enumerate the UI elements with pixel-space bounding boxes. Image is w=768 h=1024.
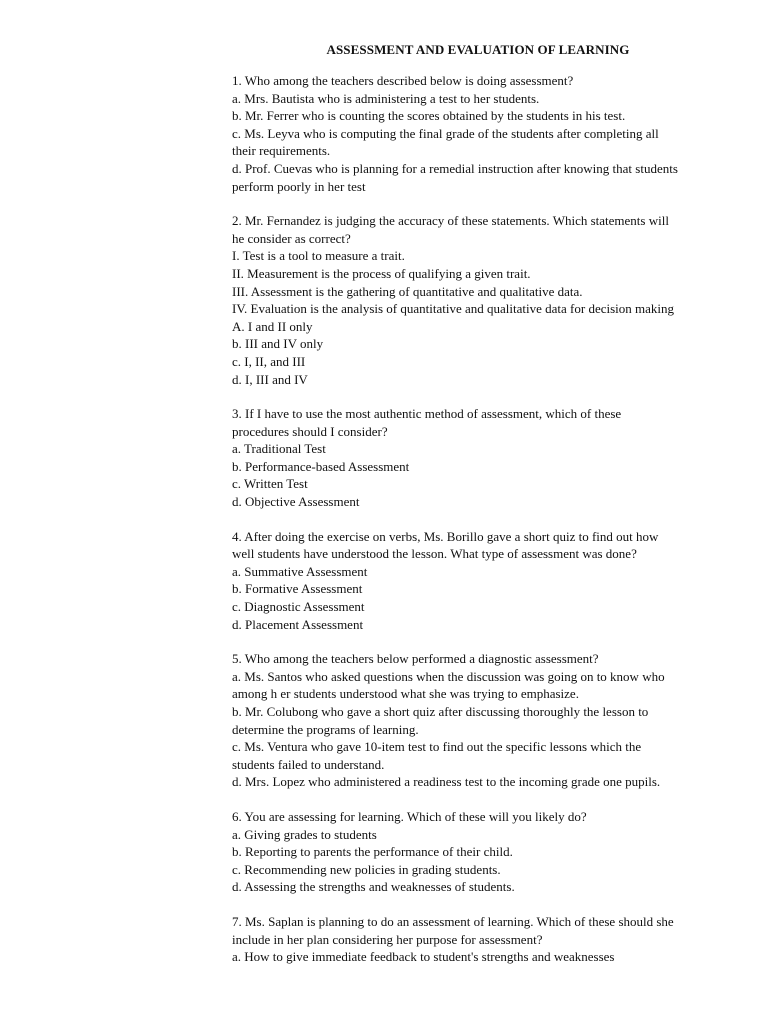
- question-line: students failed to understand.: [232, 756, 385, 772]
- question-line: c. Recommending new policies in grading students.: [232, 861, 501, 877]
- question-line: perform poorly in her test: [232, 178, 366, 194]
- question-1: [232, 72, 724, 195]
- question-3: [232, 405, 724, 511]
- question-line: c. Ms. Ventura who gave 10-item test to find out the specific lessons which the: [232, 739, 642, 755]
- question-2: [232, 212, 724, 388]
- question-line: b. Formative Assessment: [232, 581, 363, 597]
- question-line: include in her plan considering her purpose for assessment?: [232, 931, 543, 947]
- question-line: 5. Who among the teachers below performed a diagnostic assessment?: [232, 651, 599, 667]
- question-line: among h er students understood what she was trying to emphasize.: [232, 686, 579, 702]
- question-line: d. Prof. Cuevas who is planning for a remedial instruction after knowing that students: [232, 160, 678, 176]
- question-line: procedures should I consider?: [232, 423, 388, 439]
- question-line: c. Written Test: [232, 476, 308, 492]
- question-line: b. Reporting to parents the performance of their child.: [232, 844, 513, 860]
- question-line: 7. Ms. Saplan is planning to do an assessment of learning. Which of these should she: [232, 913, 674, 929]
- question-line: b. III and IV only: [232, 336, 324, 352]
- question-line: d. Placement Assessment: [232, 616, 364, 632]
- question-line: a. Mrs. Bautista who is administering a test to her students.: [232, 90, 540, 106]
- question-line: a. Giving grades to students: [232, 826, 377, 842]
- question-4: [232, 528, 724, 634]
- question-line: d. Objective Assessment: [232, 494, 360, 510]
- question-line: 2. Mr. Fernandez is judging the accuracy of these statements. Which statements will: [232, 213, 669, 229]
- question-line: 1. Who among the teachers described below is doing assessment?: [232, 73, 574, 88]
- document-page: [232, 42, 724, 983]
- question-line: d. Assessing the strengths and weaknesses of students.: [232, 879, 515, 895]
- question-line: c. Diagnostic Assessment: [232, 599, 365, 615]
- question-7: [232, 913, 724, 966]
- question-line: I. Test is a tool to measure a trait.: [232, 248, 405, 264]
- question-line: II. Measurement is the process of qualifying a given trait.: [232, 265, 531, 281]
- question-line: IV. Evaluation is the analysis of quantitative and qualitative data for decision making: [232, 301, 675, 317]
- question-line: d. I, III and IV: [232, 371, 308, 387]
- question-line: III. Assessment is the gathering of quantitative and qualitative data.: [232, 283, 583, 299]
- question-line: determine the programs of learning.: [232, 721, 419, 737]
- question-line: 3. If I have to use the most authentic method of assessment, which of these: [232, 406, 622, 422]
- document-title: ASSESSMENT AND EVALUATION OF LEARNING: [326, 42, 630, 57]
- question-line: a. Ms. Santos who asked questions when the discussion was going on to know who: [232, 668, 665, 684]
- question-line: 4. After doing the exercise on verbs, Ms. Borillo gave a short quiz to find out how: [232, 528, 659, 544]
- question-6: [232, 808, 724, 896]
- question-line: a. Traditional Test: [232, 441, 326, 457]
- question-line: their requirements.: [232, 143, 331, 159]
- question-line: d. Mrs. Lopez who administered a readiness test to the incoming grade one pupils.: [232, 774, 661, 790]
- question-line: 6. You are assessing for learning. Which of these will you likely do?: [232, 808, 587, 824]
- question-line: b. Mr. Ferrer who is counting the scores obtained by the students in his test.: [232, 108, 626, 124]
- question-line: well students have understood the lesson. What type of assessment was done?: [232, 546, 637, 562]
- question-line: c. Ms. Leyva who is computing the final grade of the students after completing all: [232, 125, 659, 141]
- question-line: b. Mr. Colubong who gave a short quiz after discussing thoroughly the lesson to: [232, 704, 649, 719]
- question-line: c. I, II, and III: [232, 353, 306, 369]
- question-line: a. Summative Assessment: [232, 563, 368, 579]
- question-line: a. How to give immediate feedback to student's strengths and weaknesses: [232, 949, 615, 965]
- question-line: he consider as correct?: [232, 230, 351, 246]
- question-5: [232, 650, 724, 791]
- question-line: b. Performance-based Assessment: [232, 458, 410, 474]
- question-line: A. I and II only: [232, 318, 313, 334]
